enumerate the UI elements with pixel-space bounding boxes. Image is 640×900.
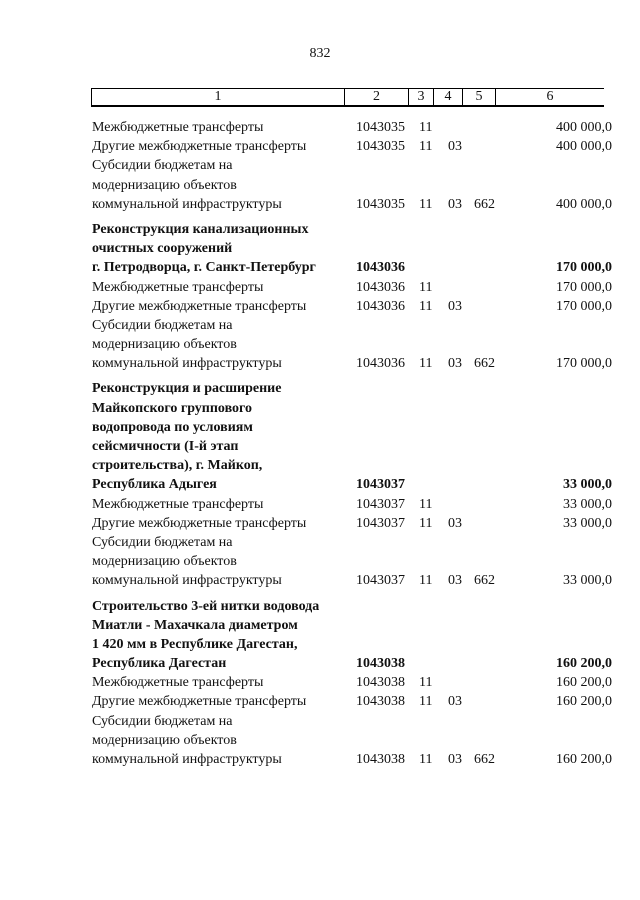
row-name: Межбюджетные трансферты	[92, 120, 264, 135]
row-amount: 400 000,0	[556, 139, 612, 155]
row-expense-type: 662	[474, 752, 495, 767]
row-subsection: 03	[448, 356, 462, 372]
row-name: Майкопского группового	[92, 400, 253, 416]
table-row	[0, 635, 640, 654]
column-header-5: 5	[463, 89, 496, 107]
row-name: Другие межбюджетные трансферты	[92, 139, 307, 155]
table-row	[0, 731, 640, 750]
row-subsection: 03	[448, 752, 462, 767]
table-row	[0, 156, 640, 175]
table-row	[0, 195, 640, 214]
row-section: 11	[419, 279, 433, 295]
row-name: 1 420 мм в Республике Дагестан,	[92, 636, 298, 652]
row-expense-type: 662	[474, 196, 495, 212]
row-amount: 33 000,0	[563, 477, 612, 493]
row-code: 1043038	[356, 694, 405, 710]
row-amount: 400 000,0	[556, 120, 612, 135]
row-amount: 170 000,0	[556, 356, 612, 372]
row-amount: 33 000,0	[563, 515, 612, 531]
table-row	[0, 354, 640, 373]
row-name: Субсидии бюджетам на	[92, 158, 233, 174]
row-expense-type: 662	[474, 356, 495, 372]
table-row	[0, 297, 640, 316]
table-row	[0, 616, 640, 635]
row-subsection: 03	[448, 196, 462, 212]
row-code: 1043038	[356, 656, 405, 672]
row-amount: 160 200,0	[556, 752, 612, 767]
page-number: 832	[309, 46, 331, 61]
row-name: Субсидии бюджетам на	[92, 713, 233, 729]
row-name: Межбюджетные трансферты	[92, 496, 264, 512]
row-code: 1043035	[356, 139, 405, 155]
row-section: 11	[419, 496, 433, 512]
row-name: модернизацию объектов	[92, 554, 237, 570]
row-amount: 160 200,0	[556, 675, 612, 691]
table-row	[0, 399, 640, 418]
row-name: сейсмичности (I-й этап	[92, 439, 239, 454]
row-name: Миатли - Махачкала диаметром	[92, 617, 298, 633]
row-amount: 160 200,0	[556, 694, 612, 710]
table-row	[0, 239, 640, 258]
table-row	[0, 258, 640, 277]
row-name: Строительство 3-ей нитки водовода	[92, 598, 320, 614]
column-header-1: 1	[92, 89, 345, 107]
row-code: 1043037	[356, 496, 405, 512]
table-row	[0, 533, 640, 552]
row-code: 1043038	[356, 752, 405, 767]
row-code: 1043037	[356, 515, 405, 531]
column-header-3: 3	[409, 89, 434, 107]
row-name: Реконструкция канализационных	[92, 221, 309, 237]
row-name: модернизацию объектов	[92, 177, 237, 193]
row-section: 11	[419, 694, 433, 710]
table-row	[0, 750, 640, 769]
table-row	[0, 437, 640, 456]
table-row	[0, 418, 640, 437]
row-name: Республика Дагестан	[92, 656, 227, 672]
table-row	[0, 118, 640, 137]
row-name: коммунальной инфраструктуры	[92, 196, 282, 212]
table-row	[0, 654, 640, 673]
table-row	[0, 495, 640, 514]
row-name: Межбюджетные трансферты	[92, 675, 264, 691]
row-section: 11	[419, 196, 433, 212]
row-name: г. Петродворца, г. Санкт-Петербург	[92, 260, 316, 276]
row-name: модернизацию объектов	[92, 337, 237, 353]
row-section: 11	[419, 752, 433, 767]
row-section: 11	[419, 298, 433, 314]
row-amount: 33 000,0	[563, 496, 612, 512]
row-name: Реконструкция и расширение	[92, 381, 282, 397]
table-row	[0, 673, 640, 692]
row-subsection: 03	[448, 573, 462, 589]
row-name: Другие межбюджетные трансферты	[92, 694, 307, 710]
row-name: коммунальной инфраструктуры	[92, 356, 282, 372]
row-name: водопровода по условиям	[92, 419, 253, 435]
table-row	[0, 712, 640, 731]
row-subsection: 03	[448, 139, 462, 155]
row-code: 1043035	[356, 120, 405, 135]
row-amount: 170 000,0	[556, 260, 612, 276]
row-name: коммунальной инфраструктуры	[92, 573, 282, 589]
table-row	[0, 456, 640, 475]
table-row	[0, 692, 640, 711]
row-name: модернизацию объектов	[92, 732, 237, 748]
column-header-2: 2	[345, 89, 409, 107]
column-header-row	[92, 89, 605, 107]
row-section: 11	[419, 675, 433, 691]
row-expense-type: 662	[474, 573, 495, 589]
table-row	[0, 552, 640, 571]
row-code: 1043037	[356, 573, 405, 589]
table-row	[0, 220, 640, 239]
table-row	[0, 597, 640, 616]
column-header-4: 4	[434, 89, 463, 107]
budget-table-body	[0, 118, 640, 769]
row-amount: 400 000,0	[556, 196, 612, 212]
row-amount: 33 000,0	[563, 573, 612, 589]
row-section: 11	[419, 356, 433, 372]
row-section: 11	[419, 120, 433, 135]
table-row	[0, 514, 640, 533]
row-section: 11	[419, 573, 433, 589]
row-amount: 160 200,0	[556, 656, 612, 672]
row-code: 1043036	[356, 260, 405, 276]
row-name: Республика Адыгея	[92, 477, 217, 493]
table-row	[0, 335, 640, 354]
row-name: Межбюджетные трансферты	[92, 279, 264, 295]
row-code: 1043037	[356, 477, 405, 493]
row-name: Другие межбюджетные трансферты	[92, 298, 307, 314]
row-code: 1043036	[356, 279, 405, 295]
row-section: 11	[419, 139, 433, 155]
row-code: 1043036	[356, 298, 405, 314]
row-section: 11	[419, 515, 433, 531]
row-amount: 170 000,0	[556, 298, 612, 314]
row-code: 1043038	[356, 675, 405, 691]
table-row	[0, 278, 640, 297]
table-row	[0, 475, 640, 494]
table-row	[0, 571, 640, 590]
row-subsection: 03	[448, 694, 462, 710]
table-row	[0, 379, 640, 398]
column-header-6: 6	[496, 89, 605, 107]
row-name: коммунальной инфраструктуры	[92, 752, 282, 767]
row-code: 1043036	[356, 356, 405, 372]
row-code: 1043035	[356, 196, 405, 212]
row-name: Субсидии бюджетам на	[92, 317, 233, 333]
row-name: Субсидии бюджетам на	[92, 534, 233, 550]
row-name: очистных сооружений	[92, 241, 233, 257]
row-amount: 170 000,0	[556, 279, 612, 295]
column-header-table	[91, 88, 604, 107]
row-subsection: 03	[448, 515, 462, 531]
table-row	[0, 176, 640, 195]
row-name: строительства), г. Майкоп,	[92, 458, 263, 474]
row-subsection: 03	[448, 298, 462, 314]
table-row	[0, 137, 640, 156]
row-name: Другие межбюджетные трансферты	[92, 515, 307, 531]
table-row	[0, 316, 640, 335]
